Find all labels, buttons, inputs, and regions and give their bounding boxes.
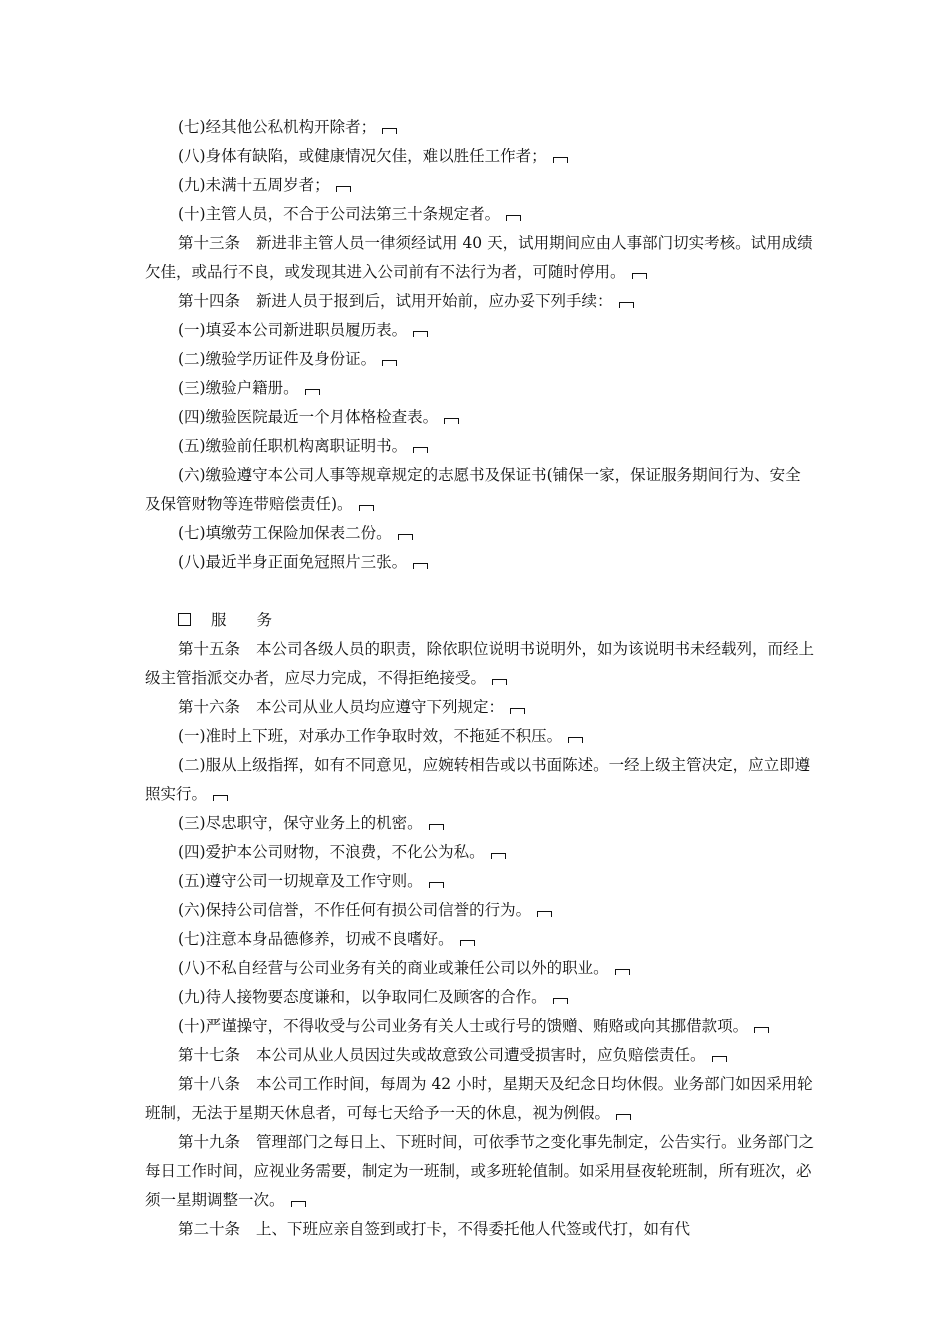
paragraph-mark-icon: [619, 302, 634, 308]
paragraph-mark-icon: [305, 389, 320, 395]
article-16-item-5: [145, 867, 815, 896]
item-text: (六)保持公司信誉，不作任何有损公司信誉的行为。: [178, 901, 532, 919]
paragraph-mark-icon: [336, 186, 351, 192]
article-16-item-4: [145, 838, 815, 867]
article-16-item-7: [145, 925, 815, 954]
article-number: 第十六条: [178, 698, 241, 716]
paragraph-mark-icon: [413, 331, 428, 337]
paragraph-mark-icon: [213, 795, 228, 801]
article-16-item-10: [145, 1012, 815, 1041]
clause-8: [145, 142, 815, 171]
item-text: (三)缴验户籍册。: [178, 379, 299, 397]
document-body: [145, 113, 815, 1244]
clause-7: [145, 113, 815, 142]
spacer: [145, 577, 815, 606]
paragraph-mark-icon: [553, 998, 568, 1004]
article-text: 本公司从业人员因过失或故意致公司遭受损害时，应负赔偿责任。: [256, 1046, 706, 1064]
item-text: (六)缴验遵守本公司人事等规章规定的志愿书及保证书(铺保一家，保证服务期间行为、安全及保管财物等连带赔偿责任)。: [145, 466, 801, 513]
item-text: (八)不私自经营与公司业务有关的商业或兼任公司以外的职业。: [178, 959, 609, 977]
paragraph-mark-icon: [537, 911, 552, 917]
clause-text: (七)经其他公私机构开除者；: [178, 118, 377, 136]
paragraph-mark-icon: [615, 969, 630, 975]
paragraph-mark-icon: [553, 157, 568, 163]
item-text: (一)准时上下班，对承办工作争取时效，不拖延不积压。: [178, 727, 563, 745]
article-14-item-7: [145, 519, 815, 548]
article-16-item-6: [145, 896, 815, 925]
paragraph-mark-icon: [382, 128, 397, 134]
article-text: 新进人员于报到后，试用开始前，应办妥下列手续：: [256, 292, 613, 310]
item-text: (一)填妥本公司新进职员履历表。: [178, 321, 408, 339]
article-16: [145, 693, 815, 722]
article-number: 第十五条: [178, 640, 241, 658]
article-text: 上、下班应亲自签到或打卡，不得委托他人代签或代打，如有代: [256, 1220, 691, 1238]
article-15: [145, 635, 815, 693]
article-number: 第二十条: [178, 1220, 241, 1238]
paragraph-mark-icon: [413, 563, 428, 569]
paragraph-mark-icon: [413, 447, 428, 453]
item-text: (八)最近半身正面免冠照片三张。: [178, 553, 408, 571]
article-16-item-1: [145, 722, 815, 751]
paragraph-mark-icon: [398, 534, 413, 540]
paragraph-mark-icon: [632, 273, 647, 279]
article-number: 第十九条: [178, 1133, 241, 1151]
item-text: (九)待人接物要态度谦和，以争取同仁及顾客的合作。: [178, 988, 547, 1006]
clause-10: [145, 200, 815, 229]
item-text: (三)尽忠职守，保守业务上的机密。: [178, 814, 423, 832]
section-title: 服务: [211, 611, 303, 629]
paragraph-mark-icon: [382, 360, 397, 366]
article-18: [145, 1070, 815, 1128]
clause-text: (十)主管人员，不合于公司法第三十条规定者。: [178, 205, 501, 223]
article-number: 第十三条: [178, 234, 241, 252]
item-text: (七)填缴劳工保险加保表二份。: [178, 524, 392, 542]
article-text: 本公司工作时间，每周为 42 小时，星期天及纪念日均休假。业务部门如因采用轮班制，无法于星期天休息者，可每七天给予一天的休息，视为例假。: [145, 1075, 813, 1122]
paragraph-mark-icon: [444, 418, 459, 424]
paragraph-mark-icon: [754, 1027, 769, 1033]
item-text: (四)缴验医院最近一个月体格检查表。: [178, 408, 439, 426]
article-16-item-9: [145, 983, 815, 1012]
article-text: 管理部门之每日上、下班时间，可依季节之变化事先制定，公告实行。业务部门之每日工作时间，应视业务需要，制定为一班制，或多班轮值制。如采用昼夜轮班制，所有班次，必须一星期调整一次。: [145, 1133, 815, 1209]
article-16-item-8: [145, 954, 815, 983]
item-text: (十)严谨操守，不得收受与公司业务有关人士或行号的馈赠、贿赂或向其挪借款项。: [178, 1017, 749, 1035]
article-14: [145, 287, 815, 316]
checkbox-square-icon: [178, 613, 191, 626]
paragraph-mark-icon: [291, 1201, 306, 1207]
paragraph-mark-icon: [491, 853, 506, 859]
clause-text: (九)未满十五周岁者；: [178, 176, 330, 194]
article-text: 新进非主管人员一律须经试用 40 天，试用期间应由人事部门切实考核。试用成绩欠佳，或品行不良，或发现其进入公司前有不法行为者，可随时停用。: [145, 234, 813, 281]
section-heading: [145, 606, 815, 635]
paragraph-mark-icon: [429, 824, 444, 830]
paragraph-mark-icon: [492, 679, 507, 685]
article-14-item-4: [145, 403, 815, 432]
article-14-item-5: [145, 432, 815, 461]
article-number: 第十七条: [178, 1046, 241, 1064]
item-text: (五)遵守公司一切规章及工作守则。: [178, 872, 423, 890]
paragraph-mark-icon: [429, 882, 444, 888]
article-16-item-2: [145, 751, 815, 809]
item-text: (五)缴验前任职机构离职证明书。: [178, 437, 408, 455]
article-14-item-2: [145, 345, 815, 374]
item-text: (七)注意本身品德修养，切戒不良嗜好。: [178, 930, 454, 948]
article-16-item-3: [145, 809, 815, 838]
article-19: [145, 1128, 815, 1215]
article-20: [145, 1215, 815, 1244]
article-text: 本公司各级人员的职责，除依职位说明书说明外，如为该说明书未经载列，而经上级主管指派交办者，应尽力完成，不得拒绝接受。: [145, 640, 815, 687]
article-17: [145, 1041, 815, 1070]
article-14-item-8: [145, 548, 815, 577]
paragraph-mark-icon: [359, 505, 374, 511]
article-14-item-3: [145, 374, 815, 403]
article-13: [145, 229, 815, 287]
clause-text: (八)身体有缺陷，或健康情况欠佳，难以胜任工作者；: [178, 147, 547, 165]
article-number: 第十四条: [178, 292, 241, 310]
clause-9: [145, 171, 815, 200]
paragraph-mark-icon: [460, 940, 475, 946]
article-number: 第十八条: [178, 1075, 241, 1093]
item-text: (四)爱护本公司财物，不浪费，不化公为私。: [178, 843, 485, 861]
paragraph-mark-icon: [568, 737, 583, 743]
article-14-item-6: [145, 461, 815, 519]
paragraph-mark-icon: [712, 1056, 727, 1062]
item-text: (二)服从上级指挥，如有不同意见，应婉转相告或以书面陈述。一经上级主管决定，应立即遵照实行。: [145, 756, 811, 803]
article-14-item-1: [145, 316, 815, 345]
article-text: 本公司从业人员均应遵守下列规定：: [256, 698, 505, 716]
paragraph-mark-icon: [510, 708, 525, 714]
paragraph-mark-icon: [506, 215, 521, 221]
paragraph-mark-icon: [616, 1114, 631, 1120]
item-text: (二)缴验学历证件及身份证。: [178, 350, 377, 368]
